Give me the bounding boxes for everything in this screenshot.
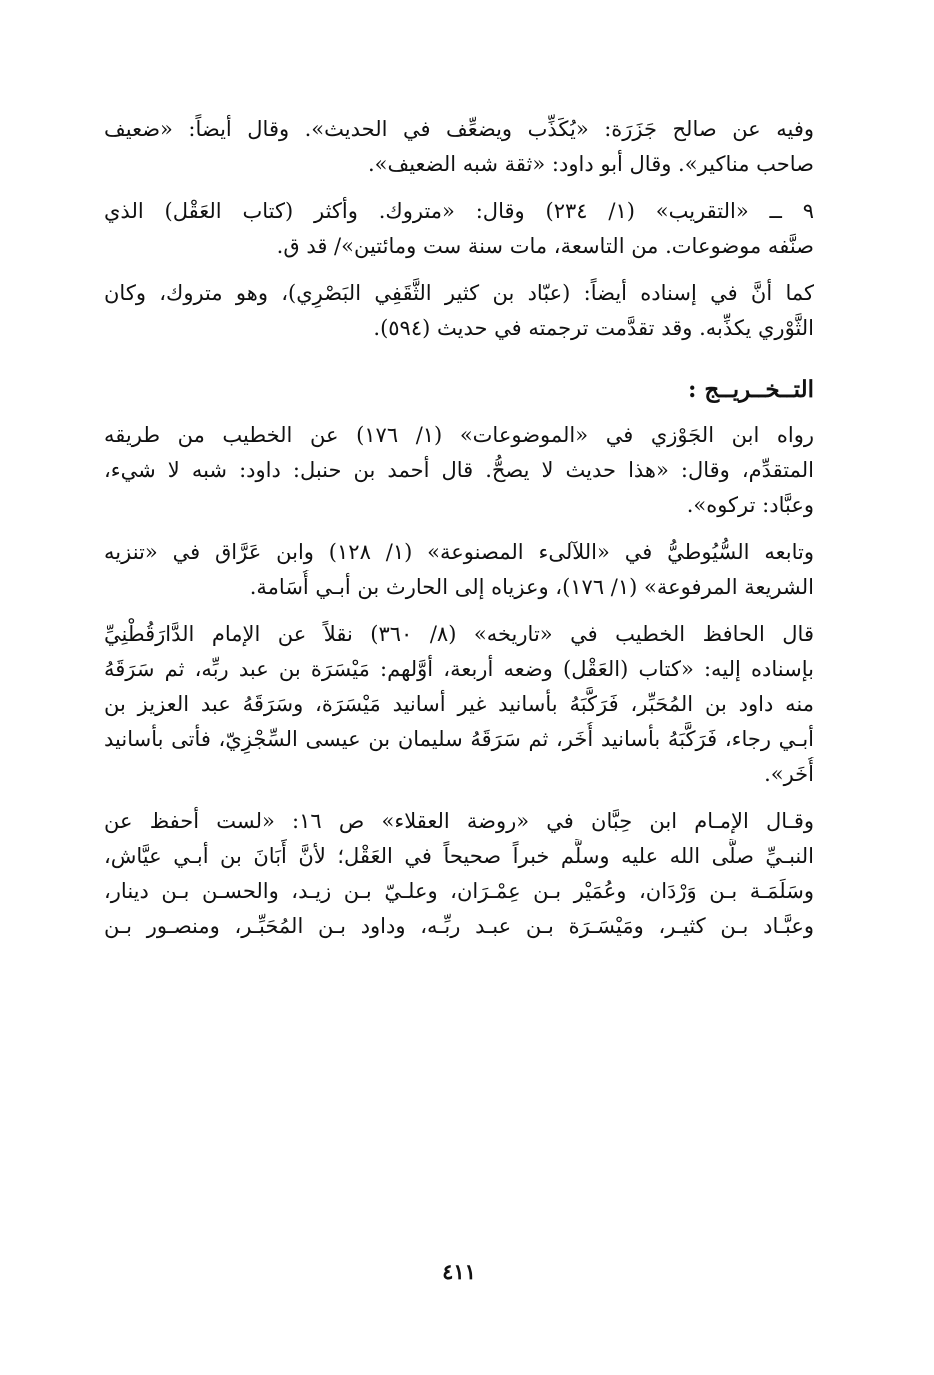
text-line: رواه ابن الجَوْزي في «الموضوعات» (١/ ١٧٦) عن الخطيب من طريقه xyxy=(104,423,814,447)
text-line: بإسناده إليه: «كتاب (العَقْل) وضعه أربعة، أوَّلهم: مَيْسَرَة بن عبد ربِّه، ثم سَرَقَهُ xyxy=(104,657,814,681)
text-line: منه داود بن المُحَبِّر، فَرَكَّبَهُ بأسانيد غير أسانيد مَيْسَرَة، وسَرَقَهُ عبد العزيز بن xyxy=(104,692,814,716)
paragraph-1 xyxy=(104,112,814,182)
text-line: وعبَّـاد بـن كثيـر، ومَيْسَـرَة بـن عبـد ربِّـه، وداود بـن المُحَبِّـر، ومنصـور بـن xyxy=(104,914,814,938)
paragraph-6 xyxy=(104,617,814,792)
section-heading: التــخــريــج : xyxy=(687,376,814,403)
page-number: ٤١١ xyxy=(442,1259,476,1284)
paragraph-5 xyxy=(104,535,814,605)
text-line: وسَلَمَـة بـن وَرْدَان، وعُمَيْر بـن عِمْـرَان، وعلـيّ بـن زيـد، والحسـن بـن دينار، xyxy=(104,879,814,903)
paragraph-4 xyxy=(104,418,814,523)
text-line: صنَّفه موضوعات. من التاسعة، مات سنة ست ومائتين»/ قد ق. xyxy=(276,234,814,258)
text-line: وتابعه السُّيُوطيُّ في «اللآلىء المصنوعة» (١/ ١٢٨) وابن عَرَّاق في «تنزيه xyxy=(104,540,814,564)
text-line: وعبَّاد: تركوه». xyxy=(686,493,814,517)
text-line: وفيه عن صالح جَزَرَة: «يُكَذِّب ويضعِّف في الحديث». وقال أيضاً: «ضعيف xyxy=(104,117,814,141)
text-line: وقـال الإمـام ابن حِبَّان في «روضة العقلاء» ص ١٦: «لست أحفظ عن xyxy=(104,809,814,833)
text-line: ٩ ــ «التقريب» (١/ ٢٣٤) وقال: «متروك. وأكثر (كتاب العَقْل) الذي xyxy=(104,199,814,223)
text-line: أُخَر». xyxy=(764,762,814,786)
text-line: أبـي رجاء، فَرَكَّبَهُ بأسانيد أُخَر، ثم سَرَقَهُ سليمان بن عيسى السِّجْزِيّ، فأتى بأسانيد xyxy=(104,727,814,751)
paragraph-3 xyxy=(104,276,814,346)
text-line: صاحب مناكير». وقال أبو داود: «ثقة شبه الضعيف». xyxy=(367,152,814,176)
text-line: الثَّوْري يكذِّبه. وقد تقدَّمت ترجمته في حديث (٥٩٤). xyxy=(373,316,814,340)
text-line: الشريعة المرفوعة» (١/ ١٧٦)، وعزياه إلى الحارث بن أبـي أُسَامة. xyxy=(249,575,814,599)
text-line: قال الحافظ الخطيب في «تاريخه» (٨/ ٣٦٠) نقلاً عن الإمام الدَّارَقُطْنِيِّ xyxy=(104,622,814,646)
text-line: النبـيِّ صلَّى الله عليه وسلَّم خبراً صحيحاً في العَقْل؛ لأنَّ أَبَانَ بن أبـي عيَّاش، xyxy=(104,844,814,868)
paragraph-7 xyxy=(104,804,814,944)
document-page xyxy=(104,112,814,1292)
text-line: كما أنَّ في إسناده أيضاً: (عبّاد بن كثير الثَّقَفِي البَصْرِي)، وهو متروك، وكان xyxy=(104,281,814,305)
text-line: المتقدِّم، وقال: «هذا حديث لا يصحُّ. قال أحمد بن حنبل: داود: شبه لا شيء، xyxy=(104,458,814,482)
paragraph-2 xyxy=(104,194,814,264)
